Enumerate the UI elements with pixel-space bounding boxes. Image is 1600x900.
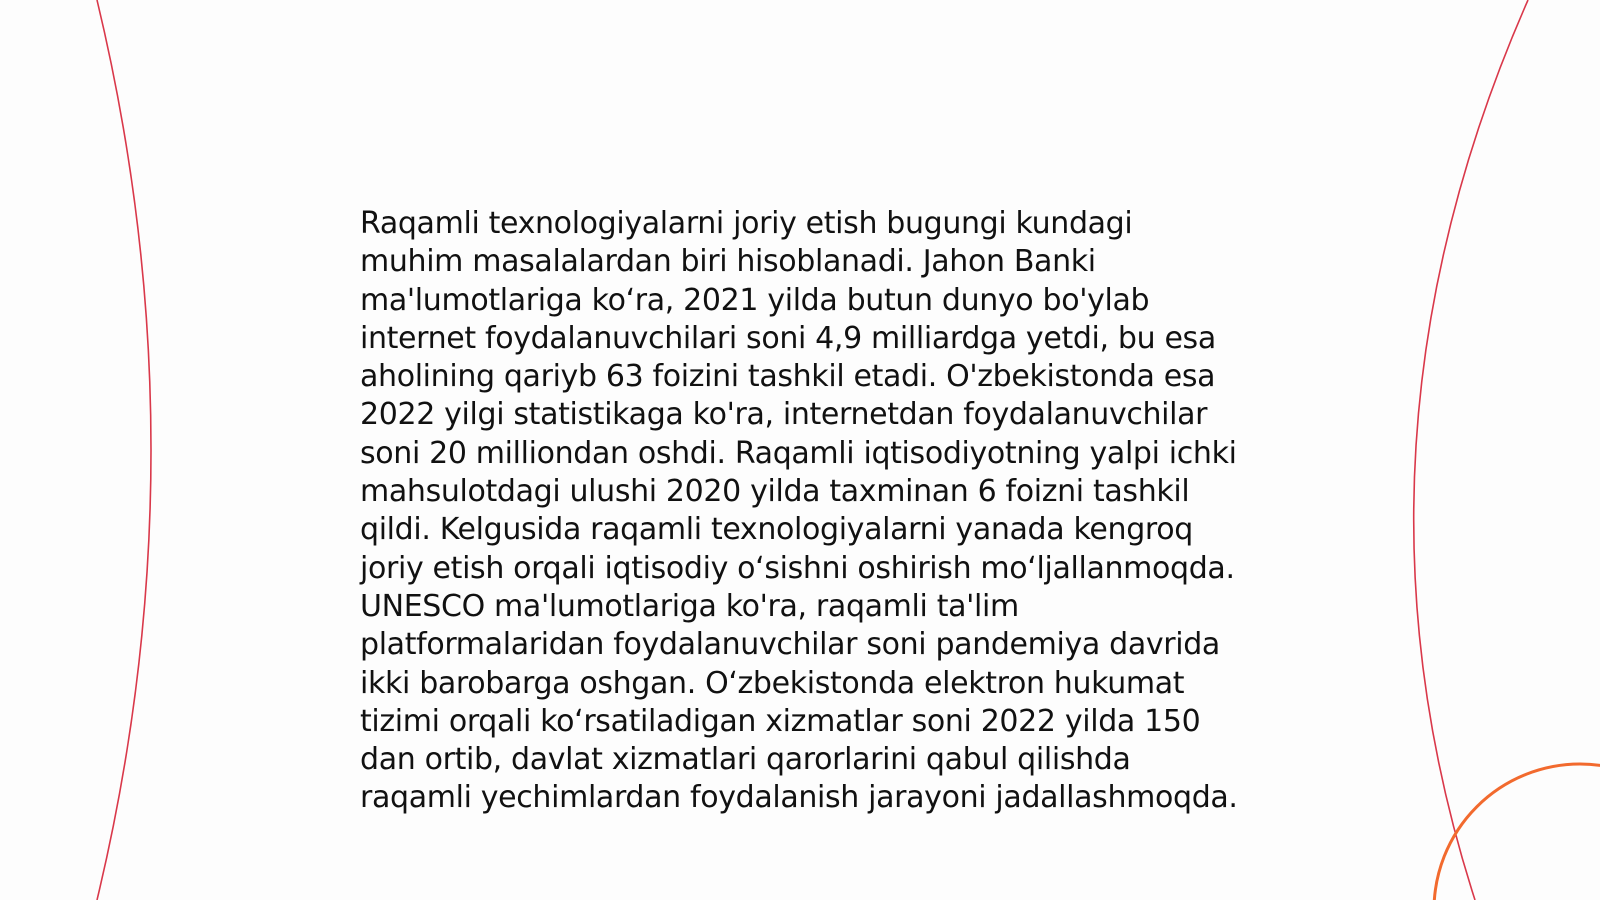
right-arc-decoration (1414, 0, 1528, 900)
orange-circle-decoration (1434, 764, 1600, 900)
body-paragraph: Raqamli texnologiyalarni joriy etish bugungi kundagi muhim masalalardan biri hisoblanadi. Jahon Banki ma'lumotlariga ko‘ra, 2021 yilda butun dunyo bo'ylab internet foydalanuvchilari soni 4,9 milliardga yetdi, bu esa aholining qariyb 63 foizini tashkil etadi. O'zbekistonda esa 2022 yilgi statistikaga ko'ra, internetdan foydalanuvchilar soni 20 milliondan oshdi. Raqamli iqtisodiyotning yalpi ichki mahsulotdagi ulushi 2020 yilda taxminan 6 foizni tashkil qildi. Kelgusida raqamli texnologiyalarni yanada kengroq joriy etish orqali iqtisodiy o‘sishni oshirish mo‘ljallanmoqda. UNESCO ma'lumotlariga ko'ra, raqamli ta'lim platformalaridan foydalanuvchilar soni pandemiya davrida ikki barobarga oshgan. O‘zbekistonda elektron hukumat tizimi orqali ko‘rsatiladigan xizmatlar soni 2022 yilda 150 dan ortib, davlat xizmatlari qarorlarini qabul qilishda raqamli yechimlardan foydalanish jarayoni jadallashmoqda. (360, 206, 1238, 816)
left-arc-decoration (97, 0, 151, 900)
